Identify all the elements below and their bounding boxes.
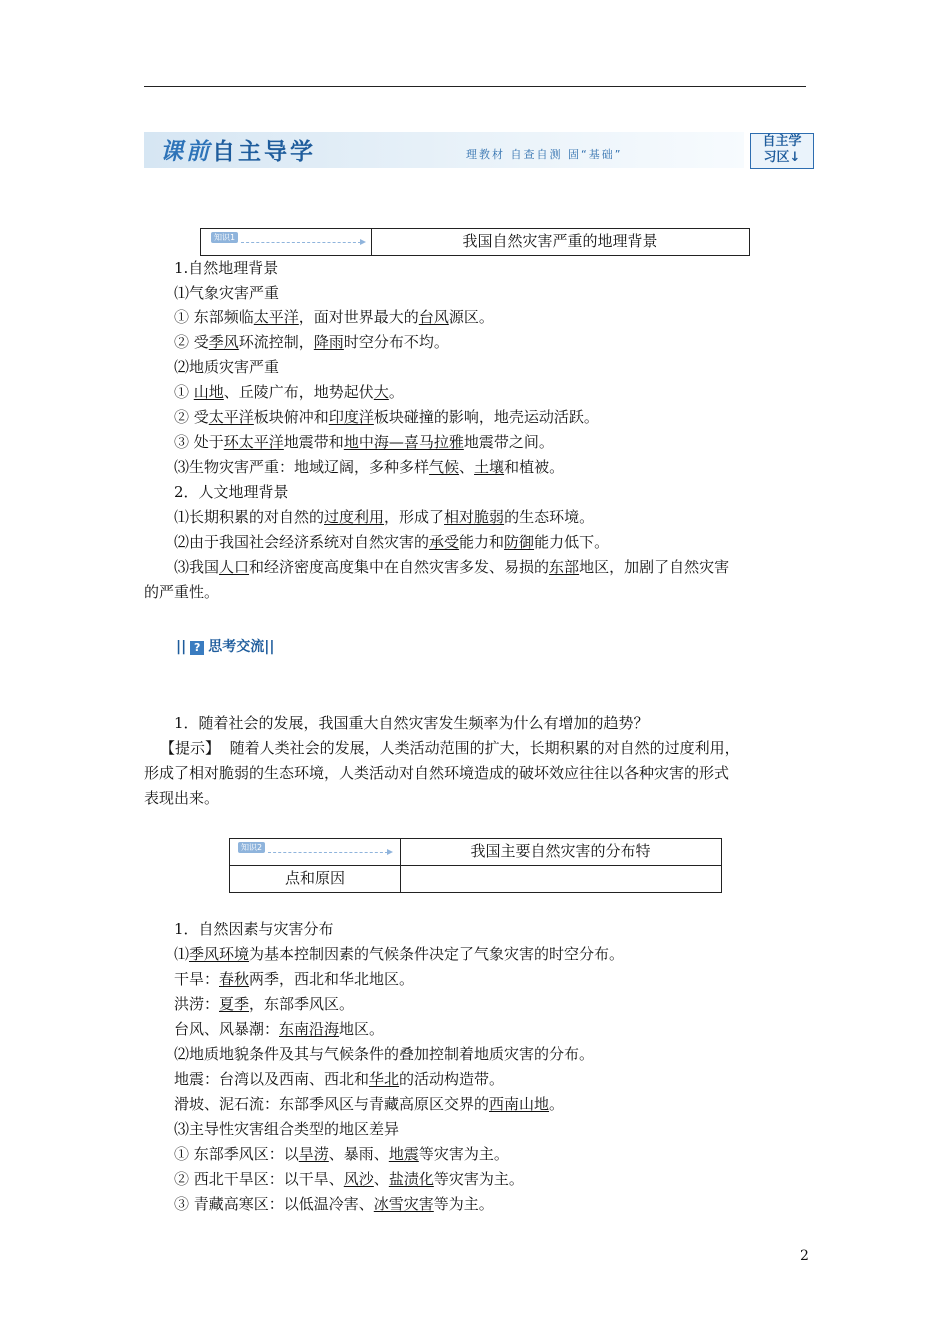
text-line: 干旱：春秋两季，西北和华北地区。: [174, 970, 415, 988]
hint-line: 形成了相对脆弱的生态环境，人类活动对自然环境造成的破坏效应往往以各种灾害的形式: [144, 764, 730, 782]
text-line: ② 西北干旱区：以干旱、风沙、盐渍化等灾害为主。: [174, 1170, 524, 1188]
arrow-icon: [241, 242, 361, 243]
banner-badge-line1: 自主学: [762, 134, 802, 149]
banner-subtitle: 理教材 自查自测 固“基础”: [466, 148, 623, 161]
text-line: 台风、风暴潮：东南沿海地区。: [174, 1020, 385, 1038]
text-line: 2．人文地理背景: [174, 483, 289, 501]
text-line: 1．自然因素与灾害分布: [174, 920, 334, 938]
knowledge-tag: 知识2: [238, 842, 265, 853]
page-number: 2: [800, 1248, 809, 1264]
section-heading: 我国自然灾害严重的地理背景: [462, 232, 658, 250]
text-line: ⑴长期积累的对自然的过度利用，形成了相对脆弱的生态环境。: [174, 508, 595, 526]
text-line: 地震：台湾以及西南、西北和华北的活动构造带。: [174, 1070, 505, 1088]
arrow-icon: [268, 852, 388, 853]
hint-line: 【提示】 随着人类社会的发展，人类活动范围的扩大，长期积累的对自然的过度利用，: [160, 739, 740, 757]
question-icon: ?: [190, 641, 204, 655]
text-line: ⑴气象灾害严重: [174, 284, 280, 302]
text-line: ⑶我国人口和经济密度高度集中在自然灾害多发、易损的东部地区，加剧了自然灾害: [174, 558, 730, 576]
knowledge-table-2: [229, 838, 722, 893]
think-exchange-label: || ? 思考交流||: [176, 639, 275, 655]
banner-badge: [750, 133, 814, 169]
header-rule: [144, 86, 806, 87]
text-line: 滑坡、泥石流：东部季风区与青藏高原区交界的西南山地。: [174, 1095, 565, 1113]
text-line: ① 东部频临太平洋，面对世界最大的台风源区。: [174, 308, 494, 326]
knowledge-tag-cell: [201, 229, 372, 255]
banner-badge-line2: 习区↓: [763, 150, 801, 165]
text-line: ⑶主导性灾害组合类型的地区差异: [174, 1120, 400, 1138]
hint-label: 【提示】: [160, 739, 221, 757]
text-line: 洪涝：夏季，东部季风区。: [174, 995, 355, 1013]
hint-line: 表现出来。: [144, 789, 220, 807]
section-heading-cont: 点和原因: [284, 869, 345, 887]
text-line: ② 受季风环流控制，降雨时空分布不均。: [174, 333, 449, 351]
section-heading: 我国主要自然灾害的分布特: [470, 842, 651, 860]
banner-title-a: 课前: [160, 139, 212, 165]
text-line: 的严重性。: [144, 583, 220, 601]
knowledge-table-1: [200, 228, 750, 256]
text-line: ⑵由于我国社会经济系统对自然灾害的承受能力和防御能力低下。: [174, 533, 610, 551]
text-line: ⑴季风环境为基本控制因素的气候条件决定了气象灾害的时空分布。: [174, 945, 625, 963]
text-line: ③ 青藏高寒区：以低温冷害、冰雪灾害等为主。: [174, 1195, 494, 1213]
question-text: 1．随着社会的发展，我国重大自然灾害发生频率为什么有增加的趋势？: [174, 714, 649, 732]
banner-title: [160, 133, 316, 166]
text-line: ⑵地质地貌条件及其与气候条件的叠加控制着地质灾害的分布。: [174, 1045, 595, 1063]
text-line: ⑶生物灾害严重：地域辽阔，多种多样气候、土壤和植被。: [174, 458, 565, 476]
text-line: 1.自然地理背景: [174, 259, 279, 277]
text-line: ① 山地、丘陵广布，地势起伏大。: [174, 383, 404, 401]
banner-title-b: 自主导学: [212, 139, 316, 165]
text-line: ③ 处于环太平洋地震带和地中海—喜马拉雅地震带之间。: [174, 433, 554, 451]
text-line: ② 受太平洋板块俯冲和印度洋板块碰撞的影响，地壳运动活跃。: [174, 408, 599, 426]
text-line: ① 东部季风区：以旱涝、暴雨、地震等灾害为主。: [174, 1145, 509, 1163]
knowledge-tag: 知识1: [211, 232, 238, 243]
text-line: ⑵地质灾害严重: [174, 358, 280, 376]
